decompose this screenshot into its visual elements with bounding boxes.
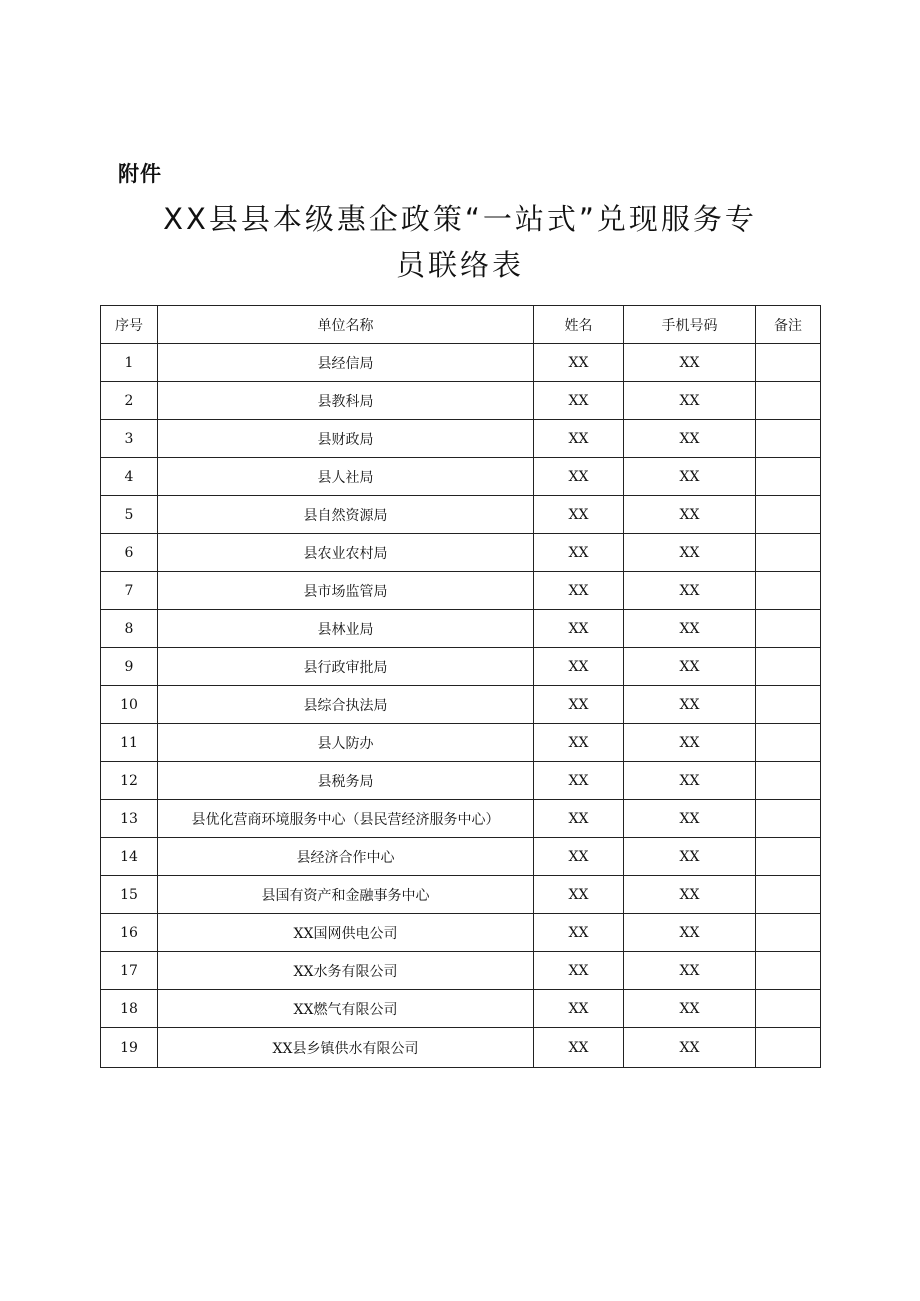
cell-unit-name: 县经济合作中心 xyxy=(158,838,534,876)
document-title xyxy=(100,196,820,288)
table-row xyxy=(101,990,821,1028)
table-header-row xyxy=(101,306,821,344)
cell-phone-number: XX xyxy=(624,724,756,762)
cell-remarks xyxy=(756,572,821,610)
cell-unit-name: 县优化营商环境服务中心（县民营经济服务中心） xyxy=(158,800,534,838)
cell-person-name: XX xyxy=(534,572,624,610)
cell-remarks xyxy=(756,648,821,686)
cell-phone-number: XX xyxy=(624,838,756,876)
cell-remarks xyxy=(756,838,821,876)
cell-unit-name: 县教科局 xyxy=(158,382,534,420)
cell-person-name: XX xyxy=(534,534,624,572)
cell-phone-number: XX xyxy=(624,458,756,496)
cell-person-name: XX xyxy=(534,990,624,1028)
table-row xyxy=(101,420,821,458)
table-row xyxy=(101,534,821,572)
cell-person-name: XX xyxy=(534,952,624,990)
table-row xyxy=(101,344,821,382)
cell-person-name: XX xyxy=(534,914,624,952)
cell-serial-number: 17 xyxy=(101,952,158,990)
cell-phone-number: XX xyxy=(624,572,756,610)
cell-phone-number: XX xyxy=(624,382,756,420)
cell-serial-number: 2 xyxy=(101,382,158,420)
cell-remarks xyxy=(756,686,821,724)
cell-unit-name: 县市场监管局 xyxy=(158,572,534,610)
cell-remarks xyxy=(756,382,821,420)
table-row xyxy=(101,762,821,800)
cell-phone-number: XX xyxy=(624,762,756,800)
cell-serial-number: 16 xyxy=(101,914,158,952)
cell-phone-number: XX xyxy=(624,1028,756,1068)
table-row xyxy=(101,572,821,610)
cell-remarks xyxy=(756,724,821,762)
cell-person-name: XX xyxy=(534,382,624,420)
cell-phone-number: XX xyxy=(624,496,756,534)
cell-remarks xyxy=(756,800,821,838)
cell-serial-number: 12 xyxy=(101,762,158,800)
table-row xyxy=(101,914,821,952)
contact-table xyxy=(100,305,821,1068)
cell-serial-number: 15 xyxy=(101,876,158,914)
cell-unit-name: 县经信局 xyxy=(158,344,534,382)
table-row xyxy=(101,800,821,838)
cell-person-name: XX xyxy=(534,686,624,724)
cell-remarks xyxy=(756,914,821,952)
table-row xyxy=(101,686,821,724)
header-unit-name: 单位名称 xyxy=(158,306,534,344)
cell-person-name: XX xyxy=(534,876,624,914)
attachment-label: 附件 xyxy=(118,162,162,186)
cell-unit-name: 县行政审批局 xyxy=(158,648,534,686)
table-row xyxy=(101,458,821,496)
header-phone-number: 手机号码 xyxy=(624,306,756,344)
cell-serial-number: 8 xyxy=(101,610,158,648)
cell-phone-number: XX xyxy=(624,648,756,686)
cell-person-name: XX xyxy=(534,838,624,876)
header-remarks: 备注 xyxy=(756,306,821,344)
title-line-2: 员联络表 xyxy=(395,248,524,282)
cell-serial-number: 5 xyxy=(101,496,158,534)
cell-serial-number: 9 xyxy=(101,648,158,686)
cell-serial-number: 4 xyxy=(101,458,158,496)
cell-serial-number: 19 xyxy=(101,1028,158,1068)
cell-unit-name: 县自然资源局 xyxy=(158,496,534,534)
cell-unit-name: XX燃气有限公司 xyxy=(158,990,534,1028)
cell-serial-number: 7 xyxy=(101,572,158,610)
cell-remarks xyxy=(756,952,821,990)
cell-serial-number: 14 xyxy=(101,838,158,876)
cell-unit-name: XX县乡镇供水有限公司 xyxy=(158,1028,534,1068)
header-person-name: 姓名 xyxy=(534,306,624,344)
cell-phone-number: XX xyxy=(624,534,756,572)
cell-person-name: XX xyxy=(534,344,624,382)
table-row xyxy=(101,1028,821,1068)
cell-phone-number: XX xyxy=(624,952,756,990)
cell-serial-number: 1 xyxy=(101,344,158,382)
cell-remarks xyxy=(756,990,821,1028)
cell-serial-number: 3 xyxy=(101,420,158,458)
cell-unit-name: XX水务有限公司 xyxy=(158,952,534,990)
cell-phone-number: XX xyxy=(624,686,756,724)
cell-person-name: XX xyxy=(534,648,624,686)
cell-serial-number: 13 xyxy=(101,800,158,838)
cell-remarks xyxy=(756,344,821,382)
table-row xyxy=(101,382,821,420)
cell-unit-name: 县税务局 xyxy=(158,762,534,800)
cell-remarks xyxy=(756,420,821,458)
cell-remarks xyxy=(756,762,821,800)
cell-unit-name: 县农业农村局 xyxy=(158,534,534,572)
cell-unit-name: 县林业局 xyxy=(158,610,534,648)
cell-phone-number: XX xyxy=(624,990,756,1028)
table-row xyxy=(101,610,821,648)
table-row xyxy=(101,724,821,762)
table-row xyxy=(101,876,821,914)
cell-person-name: XX xyxy=(534,458,624,496)
cell-remarks xyxy=(756,610,821,648)
cell-remarks xyxy=(756,534,821,572)
table-row xyxy=(101,648,821,686)
cell-unit-name: 县国有资产和金融事务中心 xyxy=(158,876,534,914)
cell-phone-number: XX xyxy=(624,420,756,458)
cell-person-name: XX xyxy=(534,724,624,762)
cell-unit-name: 县财政局 xyxy=(158,420,534,458)
cell-serial-number: 11 xyxy=(101,724,158,762)
cell-person-name: XX xyxy=(534,800,624,838)
cell-person-name: XX xyxy=(534,420,624,458)
cell-person-name: XX xyxy=(534,1028,624,1068)
cell-unit-name: 县综合执法局 xyxy=(158,686,534,724)
header-serial-number: 序号 xyxy=(101,306,158,344)
cell-serial-number: 18 xyxy=(101,990,158,1028)
cell-serial-number: 6 xyxy=(101,534,158,572)
cell-phone-number: XX xyxy=(624,914,756,952)
cell-phone-number: XX xyxy=(624,610,756,648)
cell-phone-number: XX xyxy=(624,800,756,838)
cell-phone-number: XX xyxy=(624,876,756,914)
cell-phone-number: XX xyxy=(624,344,756,382)
cell-person-name: XX xyxy=(534,496,624,534)
cell-remarks xyxy=(756,876,821,914)
cell-unit-name: 县人社局 xyxy=(158,458,534,496)
table-row xyxy=(101,496,821,534)
cell-remarks xyxy=(756,496,821,534)
cell-remarks xyxy=(756,1028,821,1068)
cell-remarks xyxy=(756,458,821,496)
cell-person-name: XX xyxy=(534,762,624,800)
table-row xyxy=(101,952,821,990)
cell-serial-number: 10 xyxy=(101,686,158,724)
table-row xyxy=(101,838,821,876)
cell-person-name: XX xyxy=(534,610,624,648)
title-line-1: XX县县本级惠企政策“一站式”兑现服务专 xyxy=(163,202,757,236)
cell-unit-name: XX国网供电公司 xyxy=(158,914,534,952)
cell-unit-name: 县人防办 xyxy=(158,724,534,762)
